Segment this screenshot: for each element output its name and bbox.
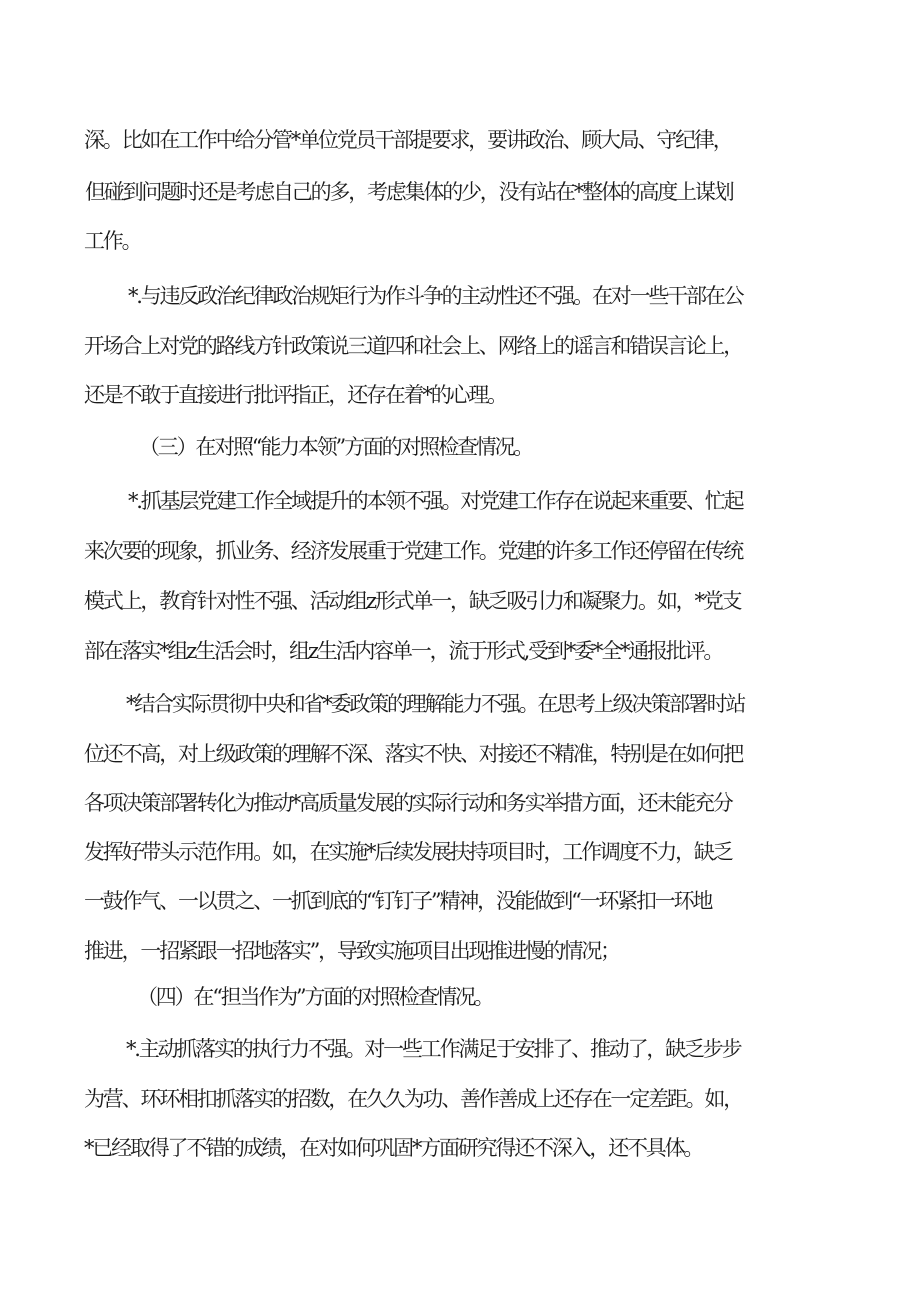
text-line: 模式上，教育针对性不强、活动组z形式单一，缺乏吸引力和凝聚力。如，*党支 <box>84 589 741 613</box>
text-line: *.与违反政治纪律政治规矩行为作斗争的主动性还不强。在对一些干部在公 <box>128 284 743 308</box>
text-line: 发挥好带头示范作用。如，在实施*后续发展扶持项目时，工作调度不力，缺乏 <box>84 840 732 864</box>
text-line: 为营、环环相扣抓落实的招数，在久久为功、善作善成上还存在一定差距。如， <box>84 1087 742 1111</box>
text-line: 一鼓作气、一以贯之、一抓到底的“钉钉子”精神，没能做到“一环紧扣一环地 <box>84 889 712 913</box>
text-line: 位还不高，对上级政策的理解不深、落实不快、对接还不精准，特别是在如何把 <box>84 742 742 766</box>
text-line: 推进，一招紧跟一招地落实”，导致实施项目出现推进慢的情况； <box>84 939 619 963</box>
text-line: 但碰到问题时还是考虑自己的多，考虑集体的少，没有站在*整体的高度上谋划 <box>85 180 733 204</box>
text-line: *.主动抓落实的执行力不强。对一些工作满足于安排了、推动了，缺乏步步 <box>126 1037 741 1061</box>
text-line: *结合实际贯彻中央和省*委政策的理解能力不强。在思考上级决策部署时站 <box>126 692 745 716</box>
text-line: 还是不敢于直接进行批评指正，还存在着*的心理。 <box>84 383 506 407</box>
text-line: *已经取得了不错的成绩，在对如何巩固*方面研究得还不深入，还不具体。 <box>84 1136 703 1160</box>
text-line: 深。比如在工作中给分管*单位党员干部提要求，要讲政治、顾大局、守纪律， <box>84 128 732 152</box>
text-line: 开场合上对党的路线方针政策说三道四和社会上、网络上的谣言和错误言论上， <box>84 334 742 358</box>
text-line: 工作。 <box>84 229 141 253</box>
section-heading: （四）在“担当作为”方面的对照检查情况。 <box>137 985 493 1009</box>
text-line: 部在落实*组z生活会时，组z生活内容单一，流于形式,受到*委*全*通报批评。 <box>84 639 723 663</box>
text-line: 来次要的现象，抓业务、经济发展重于党建工作。党建的许多工作还停留在传统 <box>84 539 742 563</box>
section-heading: （三）在对照“能力本领”方面的对照检查情况。 <box>139 435 533 459</box>
text-line: *.抓基层党建工作全域提升的本领不强。对党建工作存在说起来重要、忙起 <box>128 489 743 513</box>
text-line: 各项决策部署转化为推动*高质量发展的实际行动和务实举措方面，还未能充分 <box>84 791 732 815</box>
